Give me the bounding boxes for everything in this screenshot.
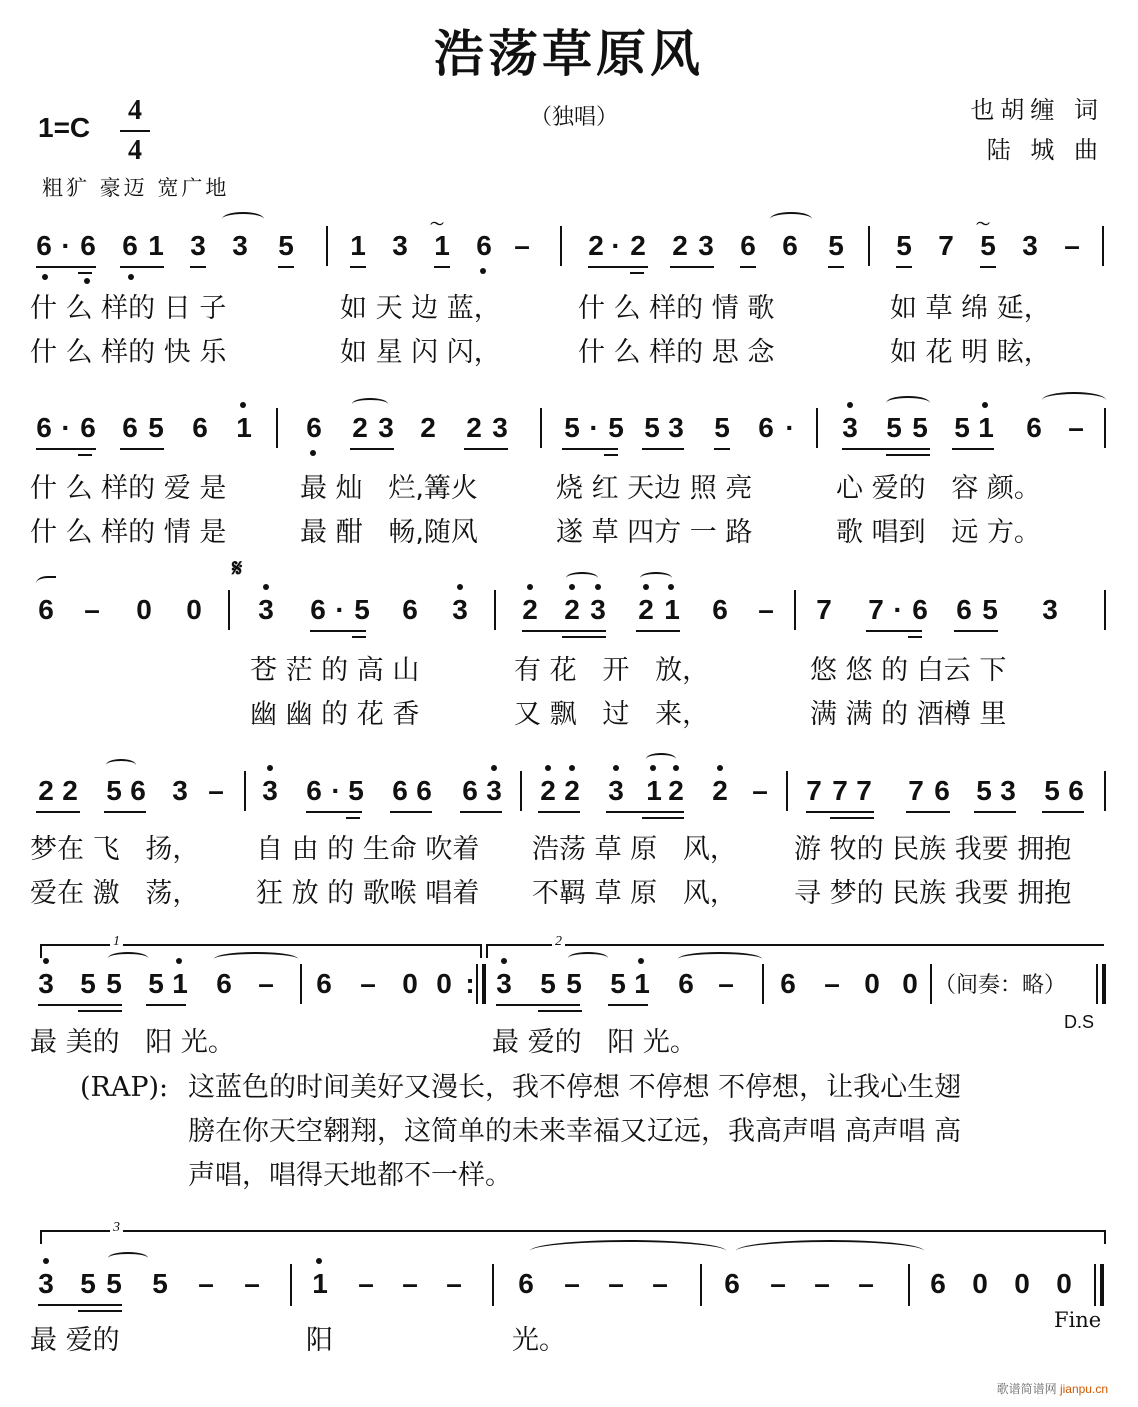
lyrics-verse1-m1: 什 么 样的 日 子 [30,293,227,324]
volta-number-1: 1 [110,934,123,950]
notes-row: 3 5 5 5 1 6 – 6 – 0 0 : 3 5 5 5 1 6 – 6 – 0 0 （间奏：略） [0,968,1138,1028]
song-title: 浩荡草原风 [434,26,704,82]
time-signature-top: 4 [128,95,142,126]
lyrics-verse1-m3: 烧 红 天边 照 亮 [556,473,753,504]
watermark-url: jianpu.cn [1059,1382,1108,1396]
lyrics-coda-1: 最 爱的 [30,1325,120,1356]
lyrics-verse1-m1: 梦在 飞 扬， [30,834,200,865]
lyrics-verse1-m1: 什 么 样的 爱 是 [30,473,227,504]
lyrics-verse1-m4: 心 爱的 容 颜。 [836,473,1041,504]
lyrics-verse2-m3: 遂 草 四方 一 路 [556,517,753,548]
fine-marking: Fine [1054,1308,1102,1332]
rap-text [188,1066,1068,1198]
segno-icon: 𝄋 [232,556,243,582]
lyrics-verse1-m2: 自 由 的 生命 吹着 [256,834,480,865]
lyrics-verse1-m4: 悠 悠 的 白云 下 [810,655,1007,686]
composer: 陆 城 曲 [986,136,1104,164]
lyrics-verse2-m4: 歌 唱到 远 方。 [836,517,1041,548]
lyrics-verse2-m3: 又 飘 过 来， [514,699,710,730]
rap-line-2: 膀在你天空翱翔，这简单的未来幸福又辽远，我高声唱 高声唱 高 [188,1116,962,1147]
lyrics-ending-2: 最 爱的 阳 光。 [492,1027,697,1058]
lyrics-verse2-m4: 如 花 明 眩， [890,337,1051,368]
watermark [997,1380,1108,1397]
interlude-label: （间奏：略） [934,973,1067,998]
lyrics-verse1-m3: 有 花 开 放， [514,655,710,686]
notes-row: 3 5 5 5 – – 1 – – – 6 – – – 6 – – – 6 0 0 0 [0,1268,1138,1328]
performance-type: （独唱） [530,105,619,130]
lyrics-coda-2: 阳 [306,1325,333,1356]
lyrics-verse1-m4: 如 草 绵 延， [890,293,1051,324]
rap-line-3: 声唱，唱得天地都不一样。 [188,1160,512,1191]
lyrics-verse2-m1: 什 么 样的 快 乐 [30,337,227,368]
volta-number-3: 3 [110,1220,123,1236]
notes-row: 6 · 6 6 5 6 1 6 2 3 2 2 3 5 · 5 5 3 5 6 · 3 5 5 5 1 6 – [0,412,1138,472]
notes-row: 2 2 5 6 3 – 3 6 · 5 6 6 6 3 2 2 3 1 2 2 – 7 7 7 7 6 5 3 5 6 [0,775,1138,835]
credits [970,90,1104,170]
lyrics-verse1-m2: 如 天 边 蓝， [340,293,501,324]
notes-row: 6 · 6 6 1 3 3 5 1 3 1 6 – ～ 2 · 2 2 3 6 6 5 5 7 5 3 – ～ [0,230,1138,290]
time-signature [118,92,152,170]
lyrics-verse2-m2: 幽 幽 的 花 香 [250,699,420,730]
time-signature-bottom: 4 [128,135,142,166]
lyrics-verse2-m2: 最 酣 畅,随风 [300,517,478,548]
tempo-marking: 粗犷 豪迈 宽广地 [42,176,230,200]
key-signature: 1=C [38,112,91,143]
lyricist: 也胡缠 词 [970,96,1104,124]
lyrics-verse1-m2: 最 灿 烂,篝火 [300,473,478,504]
lyrics-coda-3: 光。 [512,1325,566,1356]
lyrics-verse2-m4: 寻 梦的 民族 我要 拥抱 [794,878,1072,909]
volta-number-2: 2 [552,934,565,950]
notes-row: 6 – 0 0 𝄋 3 6 · 5 6 3 2 2 3 2 1 6 – 7 7 · 6 6 5 3 [0,594,1138,654]
lyrics-verse2-m2: 如 星 闪 闪， [340,337,501,368]
lyrics-verse1-m4: 游 牧的 民族 我要 拥抱 [794,834,1072,865]
ds-marking: D.S [1064,1012,1095,1032]
lyrics-verse1-m3: 浩荡 草 原 风， [532,834,737,865]
lyrics-verse2-m4: 满 满 的 酒樽 里 [810,699,1007,730]
lyrics-verse2-m1: 爱在 激 荡， [30,878,200,909]
lyrics-ending-1: 最 美的 阳 光。 [30,1027,235,1058]
lyrics-verse1-m3: 什 么 样的 情 歌 [578,293,775,324]
rap-line-1: 这蓝色的时间美好又漫长，我不停想 不停想 不停想，让我心生翅 [188,1072,962,1103]
lyrics-verse2-m1: 什 么 样的 情 是 [30,517,227,548]
lyrics-verse2-m2: 狂 放 的 歌喉 唱着 [256,878,480,909]
lyrics-verse2-m3: 什 么 样的 思 念 [578,337,775,368]
lyrics-verse2-m3: 不羁 草 原 风， [532,878,737,909]
rap-label: (RAP): [80,1072,169,1103]
watermark-site-name: 歌谱简谱网 [996,1382,1057,1396]
lyrics-verse1-m2: 苍 茫 的 高 山 [250,655,420,686]
